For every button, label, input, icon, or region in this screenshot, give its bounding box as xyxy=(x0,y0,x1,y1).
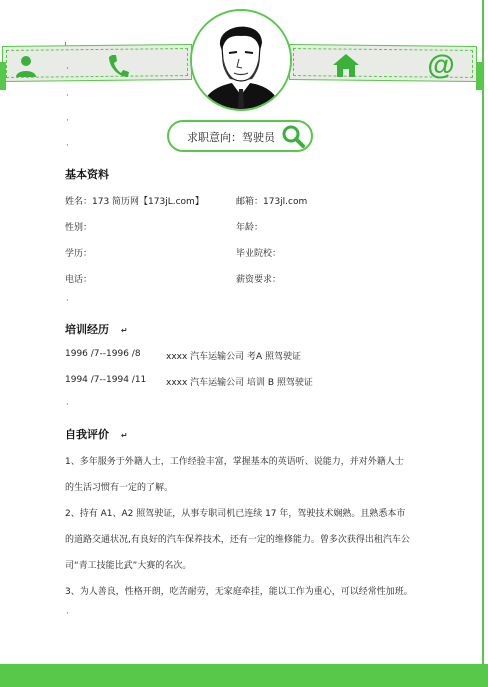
section-heading-self-eval xyxy=(65,426,128,442)
self-eval-line: 的生活习惯有一定的了解。 xyxy=(65,483,174,493)
gender-field: 性别： xyxy=(65,223,93,233)
job-intent-box xyxy=(167,120,313,152)
paragraph-mark: · xyxy=(66,64,69,74)
self-eval-line: 司“青工技能比武”大赛的名次。 xyxy=(65,561,192,571)
self-eval-line: 的道路交通状况,有良好的汽车保养技术，还有一定的维修能力。曾多次获得出租汽车公 xyxy=(65,535,410,545)
home-icon xyxy=(330,51,362,79)
phone-icon xyxy=(104,52,132,80)
at-icon: @ xyxy=(427,49,455,80)
phone-field: 电话： xyxy=(65,275,93,285)
training-desc: xxxx 汽车运输公司 培训 B 照驾驶证 xyxy=(166,378,313,388)
training-desc: xxxx 汽车运输公司 考A 照驾驶证 xyxy=(166,352,302,362)
search-icon xyxy=(281,124,305,148)
education-field: 学历： xyxy=(65,249,93,259)
paragraph-mark: · xyxy=(66,116,69,126)
email-field: 邮箱：173jl.com xyxy=(236,197,308,207)
section-heading-basic-info: 基本资料 xyxy=(65,168,109,181)
self-eval-line: 2、持有 A1、A2 照驾驶证，从事专职司机已连续 17 年，驾驶技术娴熟。且熟悉本市 xyxy=(65,509,406,519)
age-field: 年龄： xyxy=(236,223,264,233)
avatar xyxy=(190,9,292,111)
school-field: 毕业院校： xyxy=(236,249,282,259)
name-field: 姓名：173 简历网【173jL.com】 xyxy=(65,197,204,207)
job-intent-text: 求职意向：驾驶员 xyxy=(187,131,275,144)
self-eval-heading-text: 自我评价 xyxy=(65,428,109,441)
person-icon xyxy=(12,53,40,79)
paragraph-mark: · xyxy=(66,91,69,101)
portrait-image xyxy=(192,11,290,109)
ribbon-tail-right xyxy=(476,62,482,90)
footer-bar xyxy=(0,664,488,687)
salary-field: 薪资要求： xyxy=(236,275,282,285)
training-heading-text: 培训经历 xyxy=(65,323,109,336)
paragraph-mark: · xyxy=(66,141,69,151)
section-heading-training xyxy=(65,321,128,337)
training-date: 1994 /7--1994 /11 xyxy=(65,375,147,385)
self-eval-line: 1、多年服务于外籍人士，工作经验丰富，掌握基本的英语听、说能力，并对外籍人士 xyxy=(65,457,404,467)
training-date: 1996 /7--1996 /8 xyxy=(65,349,141,359)
paragraph-mark: ↵ xyxy=(120,431,128,440)
ribbon-tail-left xyxy=(0,62,6,90)
self-eval-line: 3、为人善良，性格开朗，吃苦耐劳，无家庭牵挂，能以工作为重心，可以经常性加班。 xyxy=(65,587,413,597)
paragraph-mark: · xyxy=(66,296,69,306)
paragraph-mark: · xyxy=(66,400,69,410)
paragraph-mark: · xyxy=(66,609,69,619)
paragraph-mark: ↵ xyxy=(120,326,128,335)
